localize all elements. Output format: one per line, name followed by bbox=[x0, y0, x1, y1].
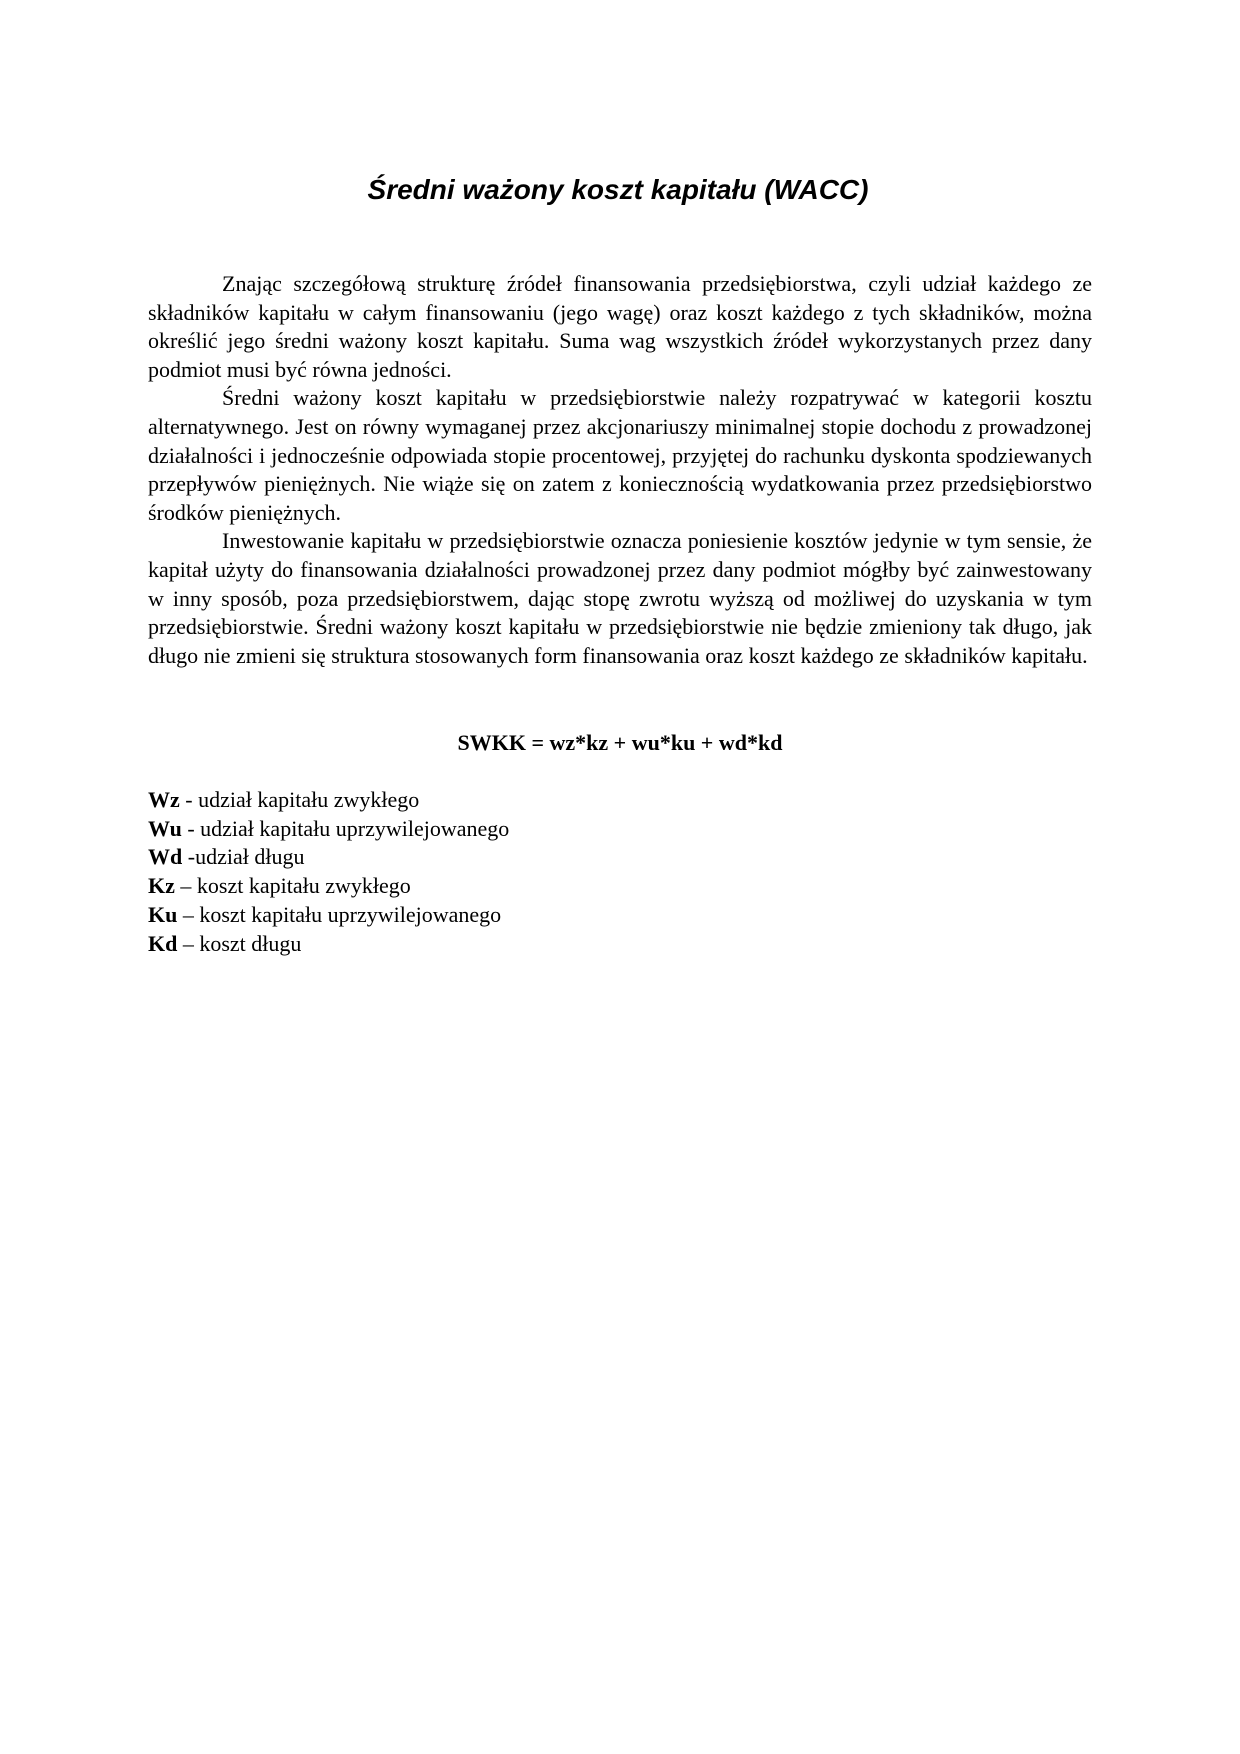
legend-description: -udział długu bbox=[182, 844, 305, 870]
document-title: Średni ważony koszt kapitału (WACC) bbox=[367, 174, 869, 205]
legend-item-kd bbox=[148, 930, 509, 959]
legend-description: – koszt kapitału zwykłego bbox=[174, 873, 411, 899]
legend-description: - udział kapitału zwykłego bbox=[179, 787, 420, 812]
legend-item-wz bbox=[148, 786, 509, 815]
legend-symbol: Wz bbox=[148, 787, 180, 812]
paragraph-3: Inwestowanie kapitału w przedsiębiorstwie oznacza poniesienie kosztów jedynie w tym sensie, że kapitał użyty do finansowania działalności prowadzonej przez dany podmiot mógłby być zainwestowany w inny sposób, poza przedsiębiorstwem, dając stopę zwrotu wyższą od możliwej do uzyskania w tym przedsiębiorstwie. Średni ważony koszt kapitału w przedsiębiorstwie nie będzie zmieniony tak długo, jak długo nie zmieni się struktura stosowanych form finansowania oraz koszt każdego ze składników kapitału. bbox=[148, 528, 1092, 668]
formula-legend bbox=[148, 786, 509, 958]
legend-symbol: Wd bbox=[148, 844, 183, 870]
legend-symbol: Kd bbox=[148, 930, 178, 956]
legend-description: – koszt długu bbox=[177, 930, 302, 956]
legend-item-wd bbox=[148, 843, 509, 872]
paragraph-2: Średni ważony koszt kapitału w przedsiębiorstwie należy rozpatrywać w kategorii kosztu alternatywnego. Jest on równy wymaganej przez akcjonariuszy minimalnej stopie dochodu z prowadzonej działalności i jednocześnie odpowiada stopie procentowej, przyjętej do rachunku dyskonta spodziewanych przepływów pieniężnych. Nie wiąże się on zatem z koniecznością wydatkowania przez przedsiębiorstwo środków pieniężnych. bbox=[148, 385, 1092, 525]
legend-symbol: Wu bbox=[148, 815, 182, 841]
legend-description: – koszt kapitału uprzywilejowanego bbox=[177, 901, 502, 927]
legend-item-ku bbox=[148, 901, 509, 930]
paragraph-1: Znając szczegółową strukturę źródeł finansowania przedsiębiorstwa, czyli udział każdego ze składników kapitału w całym finansowaniu (jego wagę) oraz koszt każdego z tych składników, można określić jego średni ważony koszt kapitału. Suma wag wszystkich źródeł wykorzystanych przez dany podmiot musi być równa jedności. bbox=[148, 271, 1092, 382]
legend-description: - udział kapitału uprzywilejowanego bbox=[181, 815, 510, 841]
legend-item-kz bbox=[148, 872, 509, 901]
legend-symbol: Ku bbox=[148, 901, 178, 927]
document-body bbox=[148, 270, 1092, 670]
legend-symbol: Kz bbox=[148, 873, 175, 899]
wacc-formula: SWKK = wz*kz + wu*ku + wd*kd bbox=[457, 730, 783, 755]
legend-item-wu bbox=[148, 815, 509, 844]
